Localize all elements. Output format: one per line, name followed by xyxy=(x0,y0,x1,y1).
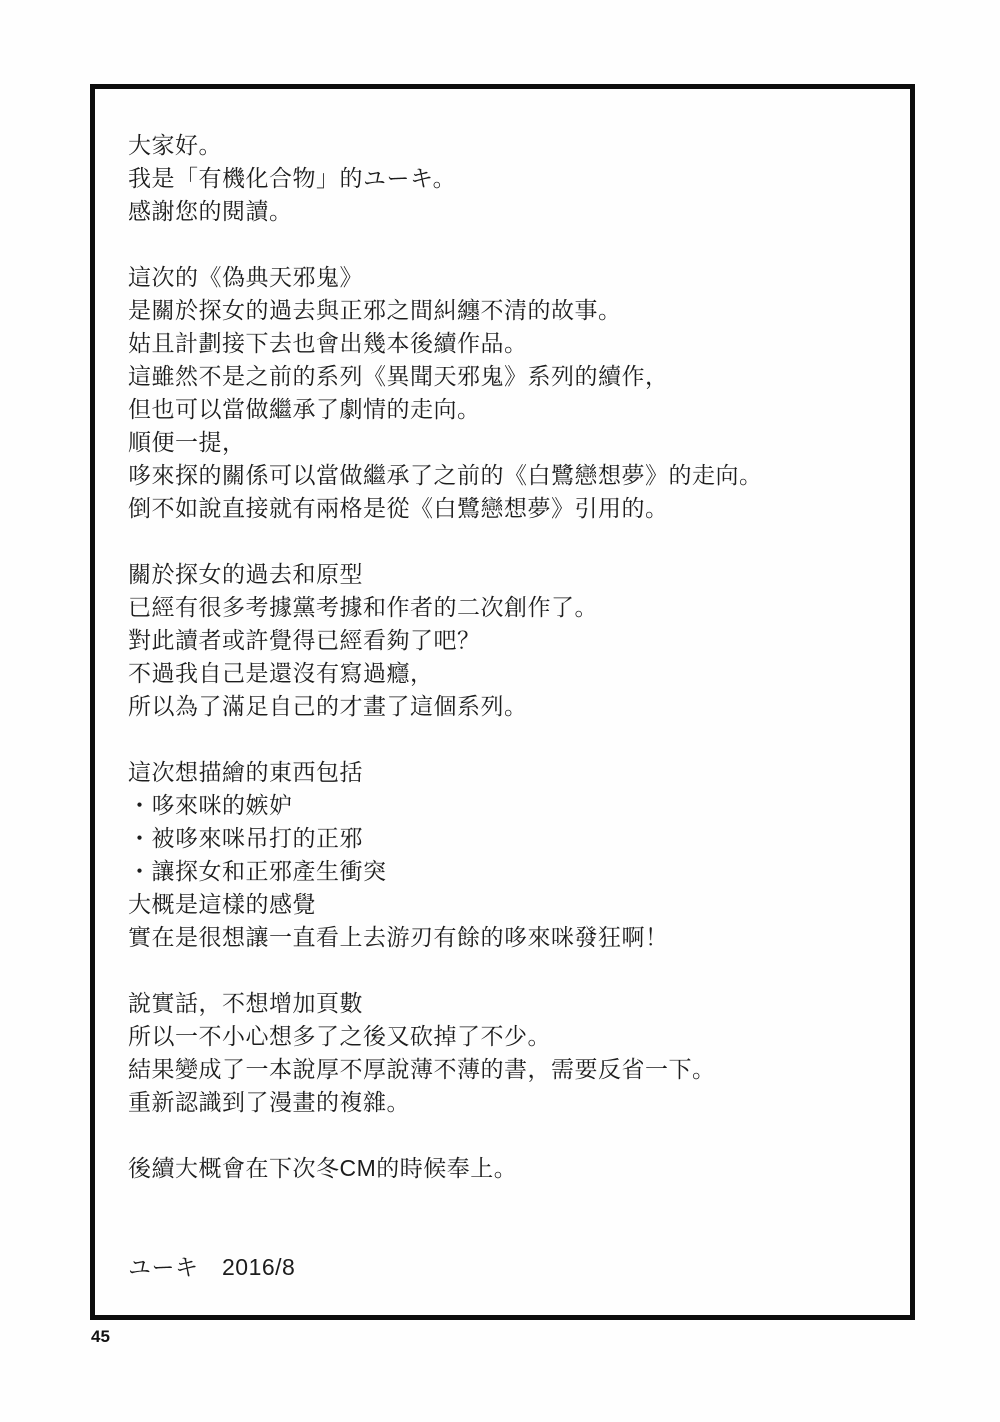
page-frame xyxy=(90,84,915,1320)
text-line: 哆來探的關係可以當做繼承了之前的《白鷺戀想夢》的走向。 xyxy=(128,462,763,488)
text-line: 重新認識到了漫畫的複雜。 xyxy=(128,1089,410,1115)
afterword-text xyxy=(95,89,910,1185)
text-line: 但也可以當做繼承了劇情的走向。 xyxy=(128,396,481,422)
text-line: 已經有很多考據黨考據和作者的二次創作了。 xyxy=(128,594,598,620)
text-line: 大家好。 xyxy=(128,132,222,158)
text-line: 說實話，不想增加頁數 xyxy=(128,990,363,1016)
text-line: 後續大概會在下次冬CM的時候奉上。 xyxy=(128,1155,518,1181)
text-line: ・被哆來咪吊打的正邪 xyxy=(128,825,363,851)
paragraph xyxy=(128,261,880,525)
text-line: 是關於探女的過去與正邪之間糾纏不清的故事。 xyxy=(128,297,622,323)
paragraph xyxy=(128,1152,880,1185)
text-line: 所以一不小心想多了之後又砍掉了不少。 xyxy=(128,1023,551,1049)
text-line: 實在是很想讓一直看上去游刃有餘的哆來咪發狂啊！ xyxy=(128,924,669,950)
paragraph xyxy=(128,558,880,723)
text-line: 結果變成了一本說厚不厚說薄不薄的書，需要反省一下。 xyxy=(128,1056,716,1082)
text-line: 這次想描繪的東西包括 xyxy=(128,759,363,785)
text-line: 這次的《偽典天邪鬼》 xyxy=(128,264,363,290)
text-line: 對此讀者或許覺得已經看夠了吧？ xyxy=(128,627,481,653)
paragraph xyxy=(128,756,880,954)
author-signature: ユーキ 2016/8 xyxy=(128,1254,296,1280)
text-line: 關於探女的過去和原型 xyxy=(128,561,363,587)
text-line: ・哆來咪的嫉妒 xyxy=(128,792,293,818)
text-line: 感謝您的閱讀。 xyxy=(128,198,293,224)
text-line: 這雖然不是之前的系列《異聞天邪鬼》系列的續作， xyxy=(128,363,669,389)
text-line: 倒不如說直接就有兩格是從《白鷺戀想夢》引用的。 xyxy=(128,495,669,521)
text-line: 不過我自己是還沒有寫過癮， xyxy=(128,660,434,686)
text-line: 大概是這樣的感覺 xyxy=(128,891,316,917)
paragraph xyxy=(128,129,880,228)
text-line: ・讓探女和正邪產生衝突 xyxy=(128,858,387,884)
text-line: 順便一提， xyxy=(128,429,246,455)
paragraph xyxy=(128,987,880,1119)
text-line: 所以為了滿足自己的才畫了這個系列。 xyxy=(128,693,528,719)
text-line: 我是「有機化合物」的ユーキ。 xyxy=(128,165,457,191)
text-line: 姑且計劃接下去也會出幾本後續作品。 xyxy=(128,330,528,356)
page-number: 45 xyxy=(91,1327,110,1346)
